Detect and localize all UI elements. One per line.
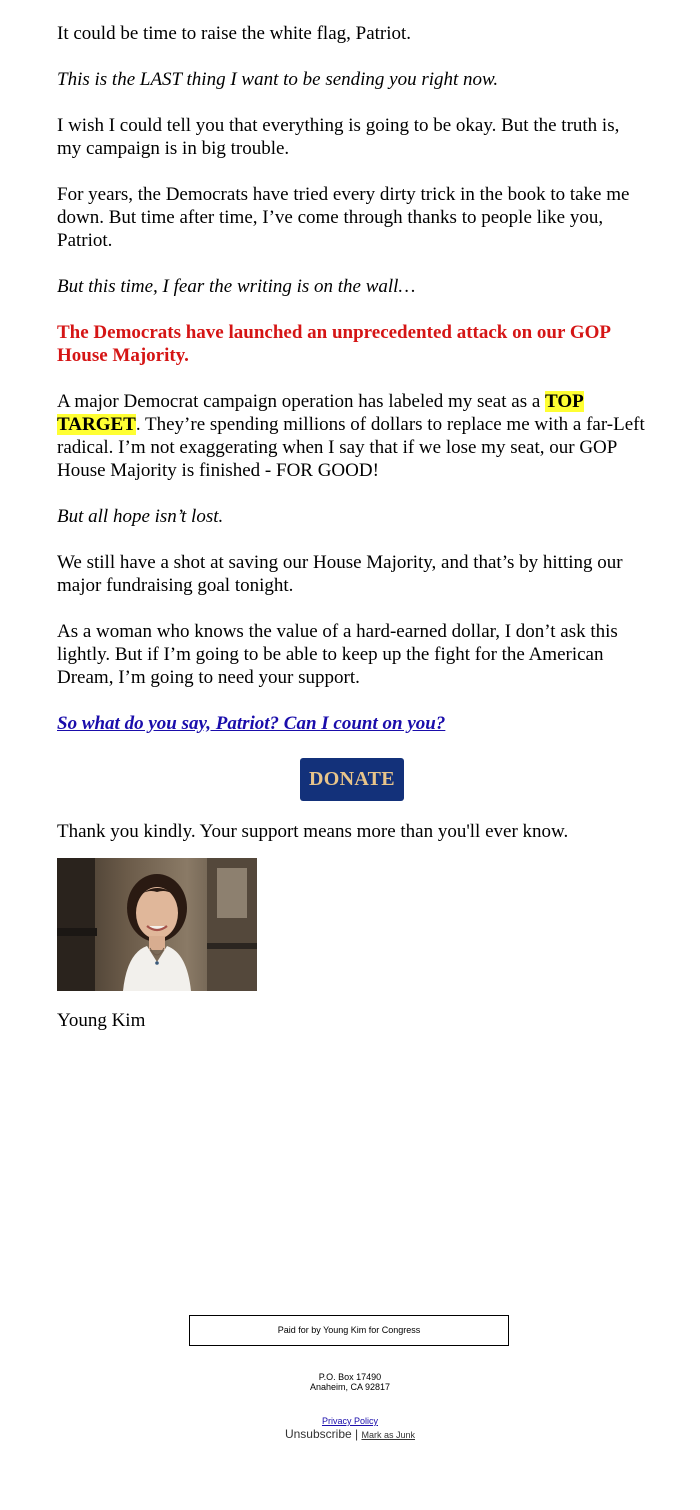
cta-paragraph — [57, 712, 647, 735]
unsubscribe-link[interactable]: Unsubscribe — [284, 1427, 352, 1441]
top-target-text-after: . They’re spending millions of dollars to replace me with a far-Left radical. I’m not exaggerating when I say that if we lose my seat, our GOP House Majority is finished - FOR GOOD! — [57, 414, 645, 481]
paragraph-hard-earned-dollar: As a woman who knows the value of a hard-earned dollar, I don’t ask this lightly. But if I’m going to be able to keep up the fight for the American Dream, I’m going to need your support. — [57, 621, 618, 688]
paragraph-thanks: Thank you kindly. Your support means more than you'll ever know. — [57, 821, 569, 842]
address-line-1: P.O. Box 17490 — [318, 1372, 382, 1382]
top-target-highlight: TOP TARGET — [57, 391, 584, 435]
footer-address — [0, 1372, 700, 1392]
mark-as-junk-link[interactable]: Mark as Junk — [361, 1430, 416, 1440]
privacy-policy-link[interactable]: Privacy Policy — [321, 1416, 378, 1426]
footer-links — [0, 1416, 700, 1443]
paragraph-italic-last-thing: This is the LAST thing I want to be sending you right now. — [57, 69, 499, 90]
address-line-2: Anaheim, CA 92817 — [309, 1382, 391, 1392]
paragraph-hope-not-lost: But all hope isn’t lost. — [57, 506, 224, 527]
cta-link[interactable]: So what do you say, Patriot? Can I count on you? — [57, 713, 446, 734]
paragraph-writing-on-wall: But this time, I fear the writing is on the wall… — [57, 276, 416, 297]
donate-wrap — [57, 758, 647, 802]
donate-button[interactable]: DONATE — [300, 758, 404, 801]
top-target-text-before: A major Democrat campaign operation has labeled my seat as a — [57, 391, 546, 412]
paragraph-intro: It could be time to raise the white flag, Patriot. — [57, 23, 412, 44]
candidate-photo — [57, 858, 257, 991]
paragraph-big-trouble: I wish I could tell you that everything is going to be okay. But the truth is, my campaign is in big trouble. — [57, 115, 620, 159]
email-body — [57, 22, 647, 1055]
paragraph-top-target — [57, 390, 647, 482]
signature: Young Kim — [57, 1010, 146, 1031]
footer-separator: | — [355, 1427, 359, 1441]
red-heading-attack: The Democrats have launched an unprecedented attack on our GOP House Majority. — [57, 322, 610, 366]
paragraph-dirty-tricks: For years, the Democrats have tried every dirty trick in the book to take me down. But time after time, I’ve come through thanks to people like you, Patriot. — [57, 184, 630, 251]
unsubscribe-row — [0, 1427, 700, 1443]
paid-for-box: Paid for by Young Kim for Congress — [189, 1315, 509, 1346]
paragraph-fundraising-goal: We still have a shot at saving our House Majority, and that’s by hitting our major fundraising goal tonight. — [57, 552, 623, 596]
